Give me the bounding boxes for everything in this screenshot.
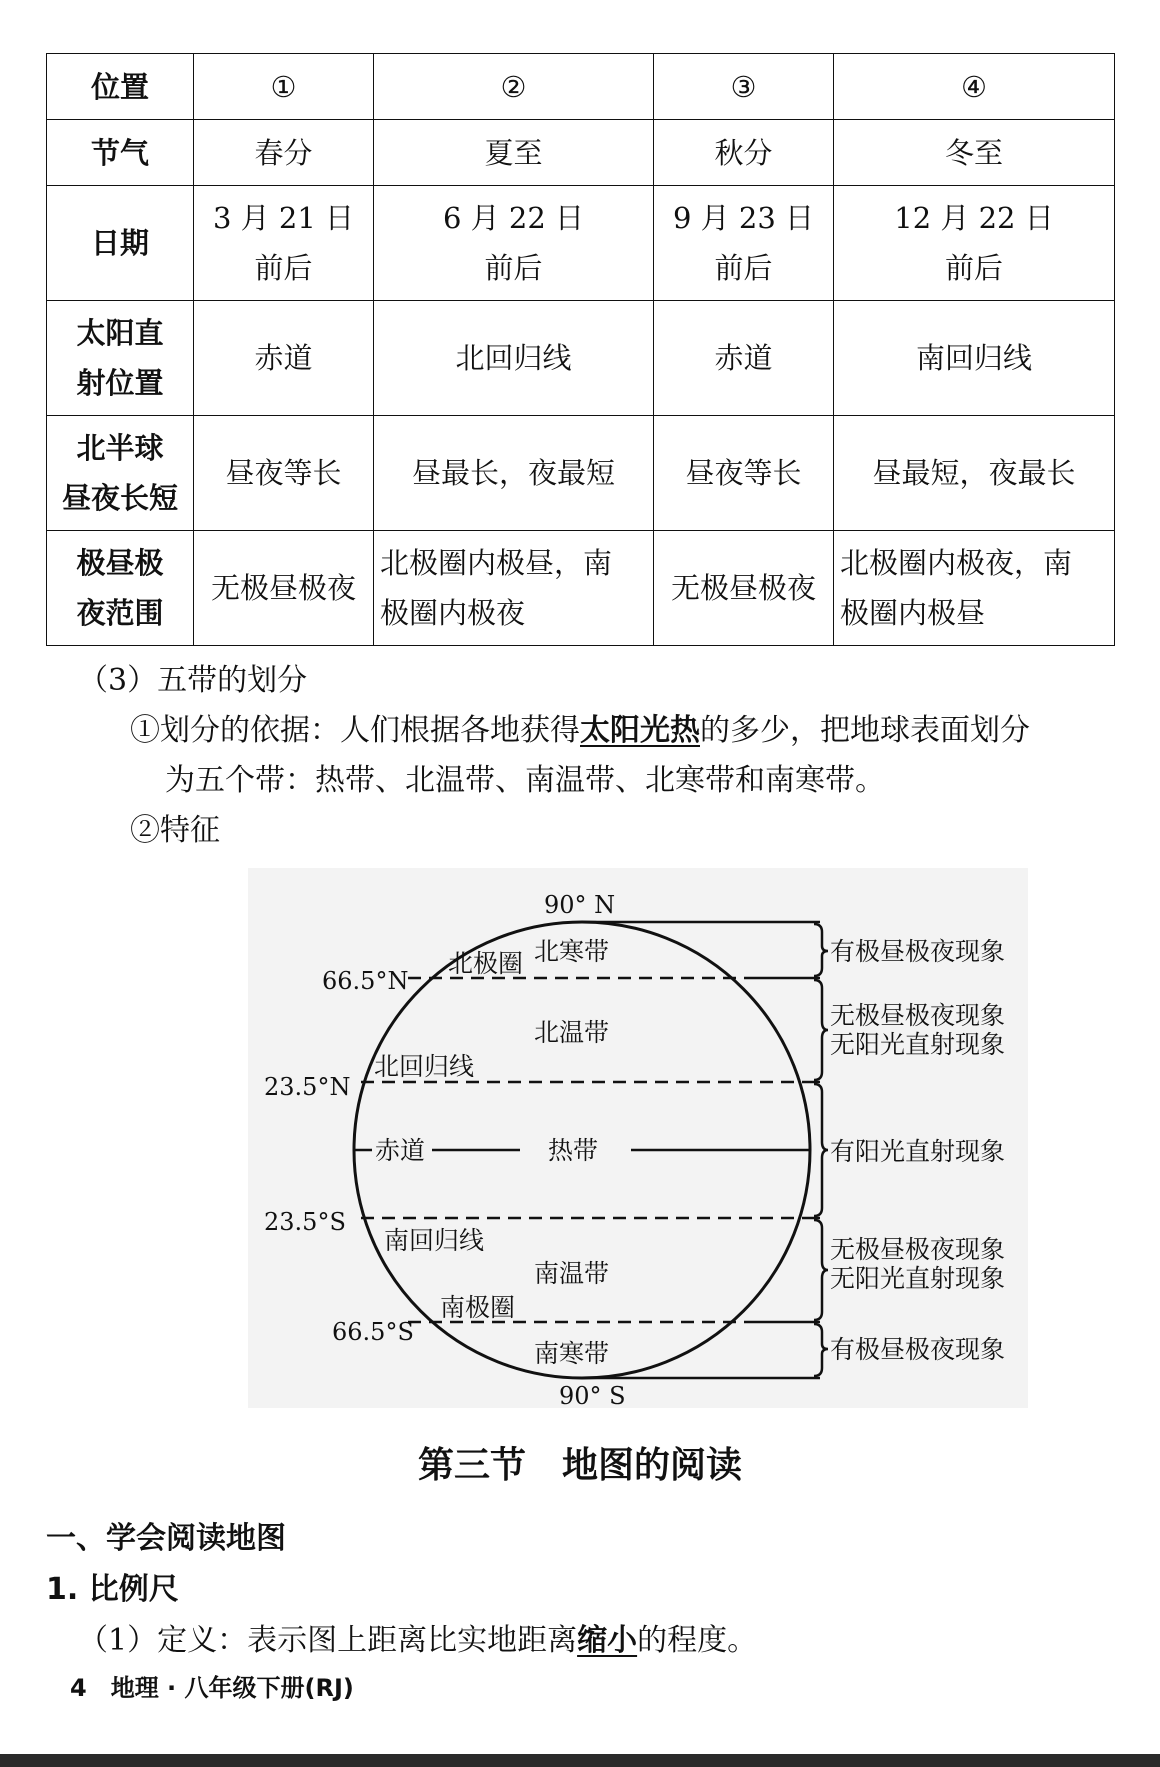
date-3-line1: 9 月 23 日 xyxy=(672,201,814,235)
label-arctic-circle: 北极圈 xyxy=(448,949,524,978)
date-3-line2: 前后 xyxy=(714,251,773,285)
position-2: ② xyxy=(374,54,654,120)
solar-terms-table xyxy=(46,53,1115,646)
desc-south-no-direct: 无阳光直射现象 xyxy=(830,1264,1006,1293)
date-2 xyxy=(374,186,654,301)
sun-1: 赤道 xyxy=(194,301,374,416)
header-sun-position xyxy=(47,301,194,416)
desc-north-no-polar: 无极昼极夜现象 xyxy=(830,1001,1006,1030)
zone-basis-key: 太阳光热 xyxy=(580,713,700,748)
polar-2 xyxy=(374,531,654,646)
sun-3: 赤道 xyxy=(654,301,834,416)
zone-torrid: 热带 xyxy=(548,1136,599,1165)
date-4-line2: 前后 xyxy=(944,251,1003,285)
date-4-line1: 12 月 22 日 xyxy=(894,201,1054,235)
header-polar-line2: 夜范围 xyxy=(76,596,164,630)
page-footer: 4 地理 · 八年级下册(RJ) xyxy=(70,1674,354,1702)
term-autumn-equinox: 秋分 xyxy=(654,120,834,186)
label-23s: 23.5°S xyxy=(264,1208,346,1236)
zone-south-frigid: 南寒带 xyxy=(534,1339,610,1368)
zone-basis-line1 xyxy=(130,711,1030,751)
sun-2: 北回归线 xyxy=(374,301,654,416)
label-66n: 66.5°N xyxy=(322,967,409,995)
polar-1: 无极昼极夜 xyxy=(194,531,374,646)
row-polar xyxy=(47,531,1115,646)
desc-south-no-polar: 无极昼极夜现象 xyxy=(830,1235,1006,1264)
term-summer-solstice: 夏至 xyxy=(374,120,654,186)
scale-definition xyxy=(78,1621,757,1661)
header-term: 节气 xyxy=(47,120,194,186)
desc-north-no-direct: 无阳光直射现象 xyxy=(830,1030,1006,1059)
desc-south-polar: 有极昼极夜现象 xyxy=(830,1335,1006,1364)
definition-suffix: 的程度。 xyxy=(637,1623,758,1658)
section-title: 第三节 地图的阅读 xyxy=(417,1444,742,1486)
header-day-length-line1: 北半球 xyxy=(76,431,164,465)
daylength-2: 昼最长，夜最短 xyxy=(374,416,654,531)
zone-south-temperate: 南温带 xyxy=(534,1259,610,1288)
polar-4-line2: 极圈内极昼 xyxy=(840,596,986,630)
polar-4 xyxy=(834,531,1115,646)
polar-2-line1: 北极圈内极昼，南 xyxy=(380,546,613,580)
desc-north-polar: 有极昼极夜现象 xyxy=(830,937,1006,966)
label-tropic-cancer: 北回归线 xyxy=(374,1052,475,1081)
daylength-3: 昼夜等长 xyxy=(654,416,834,531)
header-day-length-line2: 昼夜长短 xyxy=(61,481,178,515)
daylength-4: 昼最短，夜最长 xyxy=(834,416,1115,531)
header-day-length xyxy=(47,416,194,531)
polar-2-line2: 极圈内极夜 xyxy=(380,596,526,630)
part-heading: 一、学会阅读地图 xyxy=(46,1521,286,1556)
label-antarctic-circle: 南极圈 xyxy=(440,1293,516,1322)
row-term xyxy=(47,120,1115,186)
term-winter-solstice: 冬至 xyxy=(834,120,1115,186)
definition-prefix: （1）定义：表示图上距离比实地距离 xyxy=(78,1623,578,1658)
polar-3: 无极昼极夜 xyxy=(654,531,834,646)
label-66s: 66.5°S xyxy=(332,1318,414,1346)
row-sun-position xyxy=(47,301,1115,416)
daylength-1: 昼夜等长 xyxy=(194,416,374,531)
label-90s: 90° S xyxy=(559,1382,626,1408)
five-zones-diagram xyxy=(248,868,1028,1408)
label-tropic-capricorn: 南回归线 xyxy=(384,1226,485,1255)
zone-features-heading: ②特征 xyxy=(130,813,220,848)
sun-4: 南回归线 xyxy=(834,301,1115,416)
definition-key: 缩小 xyxy=(577,1623,638,1658)
date-1-line1: 3 月 21 日 xyxy=(212,201,354,235)
row-position xyxy=(47,54,1115,120)
position-3: ③ xyxy=(654,54,834,120)
header-polar-line1: 极昼极 xyxy=(76,546,164,580)
header-date: 日期 xyxy=(47,186,194,301)
header-polar xyxy=(47,531,194,646)
date-1-line2: 前后 xyxy=(254,251,313,285)
date-1 xyxy=(194,186,374,301)
date-4 xyxy=(834,186,1115,301)
row-day-length xyxy=(47,416,1115,531)
header-position: 位置 xyxy=(47,54,194,120)
date-3 xyxy=(654,186,834,301)
zone-north-temperate: 北温带 xyxy=(534,1018,610,1047)
desc-direct-sun: 有阳光直射现象 xyxy=(830,1137,1006,1166)
five-zones-heading: （3）五带的划分 xyxy=(78,663,308,698)
item-heading xyxy=(46,1570,179,1610)
zone-basis-suffix: 的多少，把地球表面划分 xyxy=(700,713,1030,748)
polar-4-line1: 北极圈内极夜，南 xyxy=(840,546,1073,580)
position-4: ④ xyxy=(834,54,1115,120)
header-sun-position-line1: 太阳直 xyxy=(76,316,164,350)
position-1: ① xyxy=(194,54,374,120)
zone-basis-prefix: ①划分的依据：人们根据各地获得 xyxy=(130,713,580,748)
bottom-bar xyxy=(0,1754,1160,1767)
zone-north-frigid: 北寒带 xyxy=(534,937,610,966)
header-sun-position-line2: 射位置 xyxy=(76,366,164,400)
label-23n: 23.5°N xyxy=(264,1073,351,1101)
label-90n: 90° N xyxy=(544,891,616,919)
zone-basis-line2: 为五个带：热带、北温带、南温带、北寒带和南寒带。 xyxy=(165,763,885,798)
row-date xyxy=(47,186,1115,301)
date-2-line1: 6 月 22 日 xyxy=(442,201,584,235)
date-2-line2: 前后 xyxy=(484,251,543,285)
label-equator: 赤道 xyxy=(375,1136,426,1165)
term-spring-equinox: 春分 xyxy=(194,120,374,186)
item-heading-text: 1. 比例尺 xyxy=(46,1572,179,1607)
